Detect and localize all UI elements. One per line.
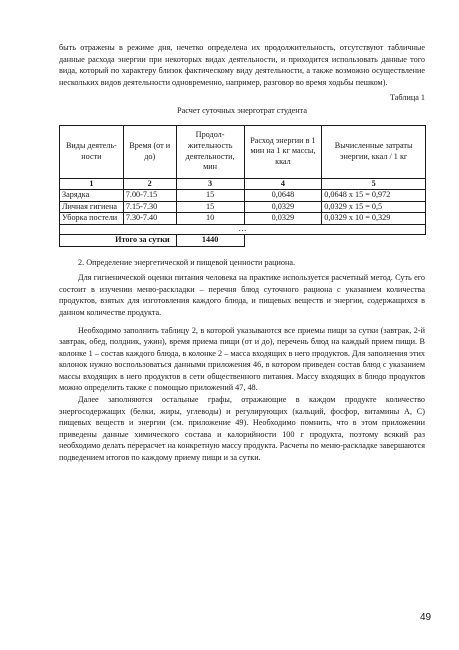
header-duration: Продол-жительность деятельности, мин	[176, 125, 244, 178]
total-row	[60, 234, 426, 246]
energy-expenditure-table	[59, 125, 426, 247]
cell-time: 7.00-7.15	[123, 190, 176, 202]
table-header-row	[60, 125, 426, 178]
cell-rate: 0,0329	[244, 201, 322, 213]
body-paragraph: Далее заполняются остальные графы, отражающие в каждом продукте количество энергосодержащих (белки, жиры, углеводы) и регулирующих (кальций, фосфор, витамины А, С) пищевых веществ и энергии (см. приложение 49). Необходимо помнить, что в этом приложении приведены данные химического состава и калорийности 100 г продукта, поэтому всякий раз необходимо делать перерасчет на конкретную массу продукта. Расчеты по меню-раскладке завершаются подведением итогов по каждому приему пищи и за сутки.	[59, 395, 425, 463]
cell-activity: Зарядка	[60, 190, 124, 202]
header-activity: Виды деятель-ности	[60, 125, 124, 178]
cell-time: 7.30-7.40	[123, 213, 176, 225]
cell-rate: 0,0329	[244, 213, 322, 225]
cell-computed: 0,0329 х 15 = 0,5	[322, 201, 426, 213]
table-row	[60, 190, 426, 202]
ellipsis-row	[60, 224, 426, 234]
header-computed: Вычисленные затраты энергии, ккал / 1 кг	[322, 125, 426, 178]
column-number-row	[60, 178, 426, 190]
header-rate: Расход энергии в 1 мин на 1 кг массы, ккал	[244, 125, 322, 178]
table-row	[60, 213, 426, 225]
cell-rate: 0,0648	[244, 190, 322, 202]
column-number: 3	[176, 178, 244, 190]
cell-activity: Личная гигиена	[60, 201, 124, 213]
total-empty-cell	[322, 234, 426, 246]
column-number: 1	[60, 178, 124, 190]
table-label: Таблица 1	[389, 93, 425, 103]
cell-duration: 10	[176, 213, 244, 225]
page-number: 49	[420, 612, 432, 623]
ellipsis-cell: …	[60, 224, 426, 234]
cell-computed: 0,0648 х 15 = 0,972	[322, 190, 426, 202]
cell-computed: 0,0329 х 10 = 0,329	[322, 213, 426, 225]
intro-paragraph: быть отражены в режиме дня, нечетко определена их продолжительность, отсутствуют табличные данные расхода энергии при некоторых видах деятельности, и приходится использовать данные того вида, который по характеру близок фактическому виду деятельности, а также возможно осуществление нескольких видов деятельности одновременно, например, разговор во время ходьбы пешком).	[59, 43, 425, 87]
table-title: Расчет суточных энерготрат студента	[177, 105, 307, 115]
header-time: Время (от и до)	[123, 125, 176, 178]
total-empty-cell	[244, 234, 322, 246]
total-label: Итого за сутки	[60, 234, 177, 246]
body-paragraph: Для гигиенической оценки питания человека на практике используется расчетный метод. Суть его состоит в изучении меню-раскладки – перечня блюд суточного рациона с указанием количества продуктов, взятых для изготовления каждого блюда, и пищевых веществ и энергии, содержащихся в данном количестве продукта.	[59, 273, 425, 317]
body-paragraph: Необходимо заполнить таблицу 2, в которой указываются все приемы пищи за сутки (завтрак, 2-й завтрак, обед, полдник, ужин), время приема пищи (от и до), перечень блюд на каждый прием пищи. В колонке 1 – состав каждого блюда, в колонке 2 – масса входящих в него продуктов. Для заполнения этих колонок нужно воспользоваться данными приложения 46, в котором приведен состав блюд с указанием массы входящих в него продуктов в сети общественного питания. Массу входящих в блюдо продуктов можно определить также с помощью приложений 47, 48.	[59, 325, 425, 393]
total-value: 1440	[176, 234, 244, 246]
column-number: 5	[322, 178, 426, 190]
cell-activity: Уборка постели	[60, 213, 124, 225]
cell-time: 7.15-7.30	[123, 201, 176, 213]
table-row	[60, 201, 426, 213]
section-heading: 2. Определение энергетической и пищевой ценности рациона.	[78, 257, 296, 267]
column-number: 4	[244, 178, 322, 190]
column-number: 2	[123, 178, 176, 190]
cell-duration: 15	[176, 190, 244, 202]
cell-duration: 15	[176, 201, 244, 213]
